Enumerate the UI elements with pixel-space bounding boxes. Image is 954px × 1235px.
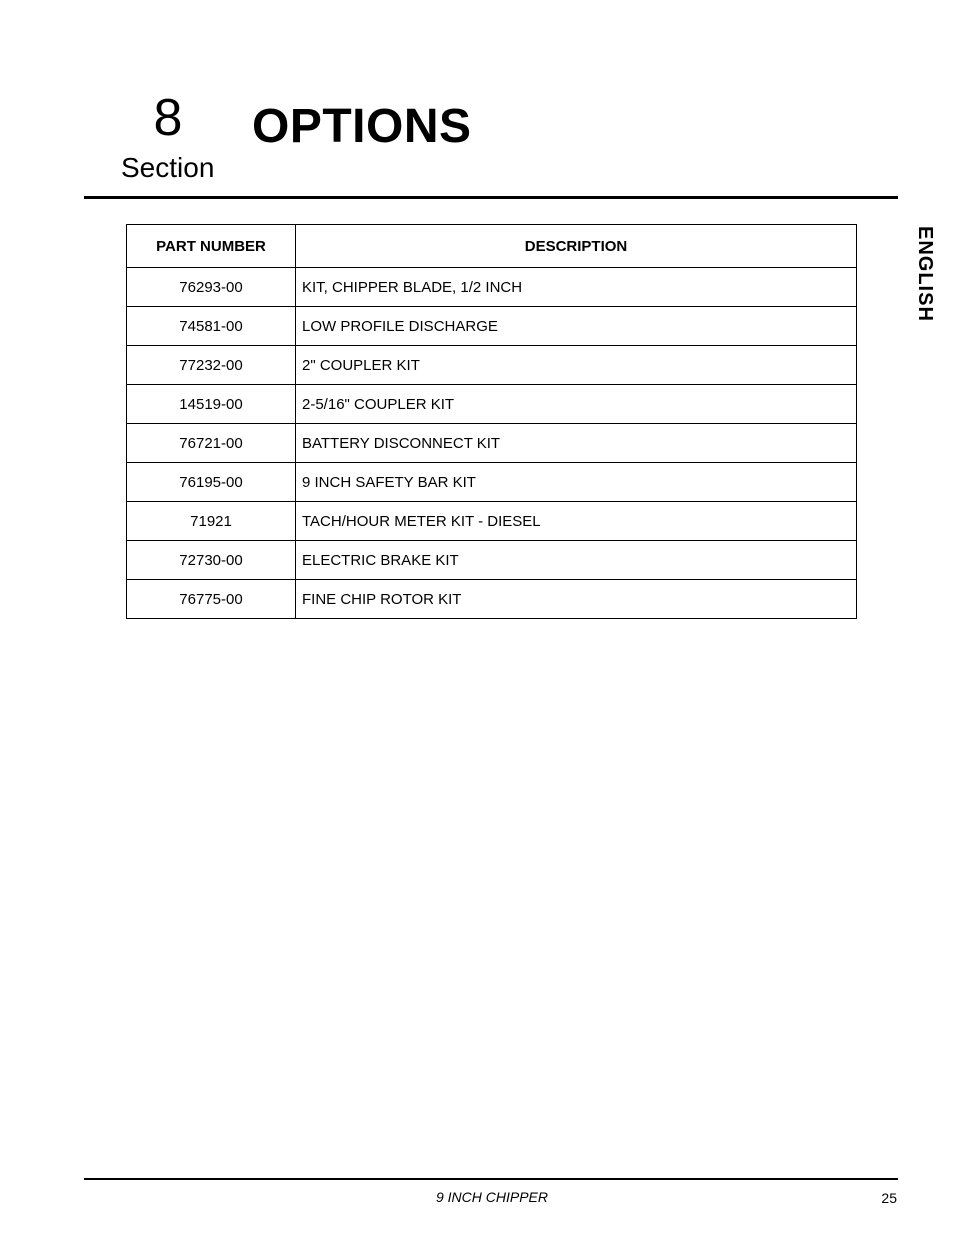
table-row (127, 424, 857, 463)
table-row (127, 541, 857, 580)
part-number-cell: 71921 (127, 502, 296, 541)
table-row (127, 268, 857, 307)
footer-divider (84, 1178, 898, 1180)
section-number: 8 (153, 89, 183, 147)
description-cell: FINE CHIP ROTOR KIT (296, 580, 857, 619)
table-row (127, 502, 857, 541)
table-row (127, 385, 857, 424)
part-number-cell: 76775-00 (127, 580, 296, 619)
column-header-part-number: PART NUMBER (127, 225, 296, 268)
part-number-cell: 76293-00 (127, 268, 296, 307)
part-number-cell: 14519-00 (127, 385, 296, 424)
description-cell: LOW PROFILE DISCHARGE (296, 307, 857, 346)
language-tab-label: ENGLISH (914, 226, 936, 322)
part-number-cell: 76721-00 (127, 424, 296, 463)
description-cell: ELECTRIC BRAKE KIT (296, 541, 857, 580)
part-number-cell: 77232-00 (127, 346, 296, 385)
description-cell: 2-5/16" COUPLER KIT (296, 385, 857, 424)
description-cell: TACH/HOUR METER KIT - DIESEL (296, 502, 857, 541)
page-title: OPTIONS (252, 100, 472, 153)
part-number-cell: 74581-00 (127, 307, 296, 346)
footer-title: 9 INCH CHIPPER (435, 1189, 549, 1205)
description-cell: 2" COUPLER KIT (296, 346, 857, 385)
table-header-row (127, 225, 857, 268)
language-tab (903, 226, 947, 336)
table-row (127, 463, 857, 502)
page-number: 25 (881, 1190, 897, 1206)
section-label: Section (121, 152, 215, 183)
column-header-description: DESCRIPTION (296, 225, 857, 268)
description-cell: KIT, CHIPPER BLADE, 1/2 INCH (296, 268, 857, 307)
table-row (127, 307, 857, 346)
table-row (127, 580, 857, 619)
table-row (127, 346, 857, 385)
part-number-cell: 72730-00 (127, 541, 296, 580)
description-cell: BATTERY DISCONNECT KIT (296, 424, 857, 463)
options-table (126, 224, 857, 619)
description-cell: 9 INCH SAFETY BAR KIT (296, 463, 857, 502)
header-divider (84, 196, 898, 199)
part-number-cell: 76195-00 (127, 463, 296, 502)
